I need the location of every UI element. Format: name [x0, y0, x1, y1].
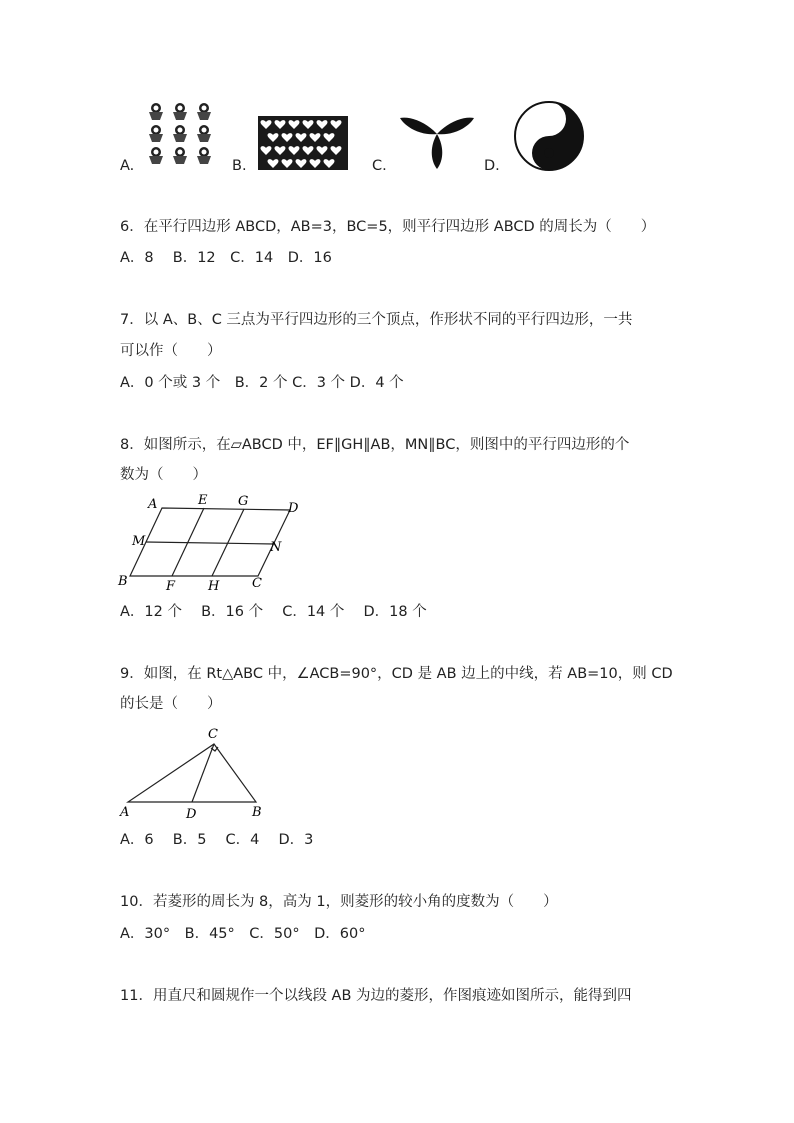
segment-mn [146, 542, 274, 544]
label-m: M [132, 534, 146, 549]
q9-triangle-figure [116, 722, 276, 822]
label-c: C [252, 576, 262, 591]
q8-stem-line2: 数为（ ） [120, 467, 207, 483]
label-a: A [148, 497, 158, 512]
people-pattern-icon [146, 100, 222, 168]
q8-options: A．12 个 B．16 个 C．14 个 D．18 个 [120, 604, 427, 620]
q11-stem: 11．用直尺和圆规作一个以线段 AB 为边的菱形，作图痕迹如图所示，能得到四 [120, 988, 632, 1004]
q6-stem: 6．在平行四边形 ABCD，AB=3，BC=5，则平行四边形 ABCD 的周长为（ ） [120, 219, 656, 235]
label-e: E [198, 493, 208, 508]
label-a: A [120, 805, 130, 820]
three-leaf-icon [398, 112, 476, 170]
q5-option-a-label: A. [120, 158, 135, 174]
label-c: C [208, 727, 218, 742]
label-d: D [288, 501, 299, 516]
triangle-abc [128, 744, 256, 802]
label-f: F [166, 579, 176, 594]
segment-gh [212, 509, 244, 576]
q5-option-d-label: D. [484, 158, 500, 174]
heart-tile-pattern-icon [258, 116, 348, 170]
q8-parallelogram-figure [116, 490, 306, 594]
median-cd [192, 744, 214, 802]
q5-option-b-label: B. [232, 158, 247, 174]
label-g: G [238, 494, 249, 509]
q9-options: A．6 B．5 C．4 D．3 [120, 832, 314, 848]
label-h: H [208, 579, 220, 594]
q6-options: A．8 B．12 C．14 D．16 [120, 250, 332, 266]
label-b: B [252, 805, 262, 820]
q9-stem-line1: 9．如图，在 Rt△ABC 中，∠ACB=90°，CD 是 AB 边上的中线，若 AB=10，则 CD [120, 666, 673, 682]
q5-option-c-label: C. [372, 158, 387, 174]
label-n: N [270, 540, 282, 555]
q7-options: A．0 个或 3 个 B．2 个 C．3 个 D．4 个 [120, 375, 404, 391]
q10-stem: 10．若菱形的周长为 8，高为 1，则菱形的较小角的度数为（ ） [120, 894, 558, 910]
q7-stem-line1: 7．以 A、B、C 三点为平行四边形的三个顶点，作形状不同的平行四边形，一共 [120, 312, 633, 328]
yin-yang-icon [510, 100, 588, 172]
label-d: D [186, 807, 197, 822]
q9-stem-line2: 的长是（ ） [120, 696, 222, 712]
label-b: B [118, 574, 128, 589]
q7-stem-line2: 可以作（ ） [120, 343, 222, 359]
q10-options: A．30° B．45° C．50° D．60° [120, 926, 366, 942]
q8-stem-line1: 8．如图所示，在▱ABCD 中，EF∥GH∥AB，MN∥BC，则图中的平行四边形的个 [120, 437, 630, 453]
